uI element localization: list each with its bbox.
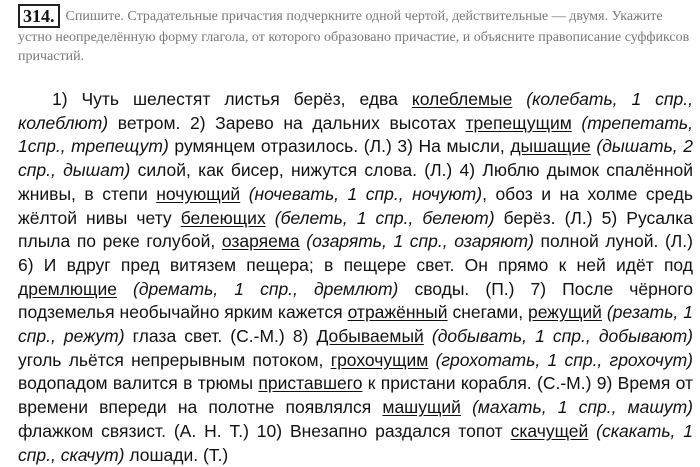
participle: скачущей bbox=[510, 420, 589, 441]
participle: режущий bbox=[528, 302, 602, 323]
exercise-instruction bbox=[18, 4, 690, 66]
exercise-number: 314. bbox=[18, 4, 60, 28]
text-run: , обоз и на холме средь жёлтой нивы чету bbox=[18, 183, 693, 228]
verb-note: (дышать, 2 спр., дышат) bbox=[18, 136, 693, 181]
verb-note: (резать, 1 спр., режут) bbox=[18, 302, 693, 347]
text-run: полной луной. (Л.) 6) И вдруг пред витязем пещера; в пещере свет. Он прямо к ней идёт под bbox=[18, 231, 693, 275]
text-run: своды. (П.) 7) После чёрного подземелья необычайно ярким кажется bbox=[18, 278, 693, 323]
participle: отражённый bbox=[347, 302, 448, 323]
verb-note: (белеть, 1 спр., белеют) bbox=[265, 207, 495, 228]
instruction-text: Спишите. Страдательные причастия подчеркните одной чертой, действительные — двумя. Укажите устно неопределённую форму глагола, от которого образовано причастие, и объясните правописание суффиксов причастий. bbox=[18, 9, 690, 64]
text-run: водопадом валится в трюмы bbox=[18, 373, 259, 394]
text-run: ветром. 2) Зарево на дальних высотах bbox=[108, 112, 466, 133]
participle: дремлющие bbox=[18, 278, 117, 299]
participle: дышащие bbox=[510, 136, 591, 157]
text-run: глаза свет. (С.-М.) 8) bbox=[124, 326, 317, 347]
verb-note: (колебать, 1 спр., колеблют) bbox=[18, 89, 693, 133]
text-run: к пристани корабля. (С.-М.) 9) Время от времени впереди на полотне появлялся bbox=[18, 373, 693, 418]
verb-note: (дремать, 1 спр., дремлют) bbox=[116, 278, 399, 299]
text-run: силой, как бисер, нижутся слова. (Л.) 4) Люблю дымок спалённой жнивы, в степи bbox=[18, 160, 693, 204]
verb-note: (озарять, 1 спр., озаряют) bbox=[299, 231, 534, 252]
participle: Добываемый bbox=[316, 326, 424, 347]
participle: трепещущим bbox=[465, 112, 572, 133]
text-run: румянцем отразилось. (Л.) 3) На мысли, bbox=[168, 136, 511, 157]
participle: озаряема bbox=[221, 231, 300, 252]
verb-note: (добывать, 1 спр., добывают) bbox=[423, 326, 693, 347]
verb-note: (ночевать, 1 спр., ночуют) bbox=[240, 183, 483, 204]
text-run: снегами, bbox=[447, 302, 529, 323]
verb-note: (скакать, 1 спр., скачут) bbox=[18, 420, 693, 465]
participle: колеблемые bbox=[411, 89, 513, 109]
text-run: уголь льётся непрерывным потоком, bbox=[18, 349, 331, 370]
participle: белеющих bbox=[180, 207, 266, 228]
participle: приставшего bbox=[258, 373, 363, 394]
text-run: берёз. (Л.) 5) Русалка плыла по реке голубой, bbox=[18, 207, 693, 252]
verb-note: (махать, 1 спр., машут) bbox=[460, 397, 693, 418]
verb-note: (грохотать, 1 спр., грохочут) bbox=[428, 349, 693, 370]
participle: ночующий bbox=[156, 183, 241, 204]
text-run: 1) Чуть шелестят листья берёз, едва bbox=[52, 89, 412, 109]
text-run: флажком связист. (А. Н. Т.) 10) Внезапно раздался топот bbox=[18, 420, 511, 441]
participle: машущий bbox=[382, 397, 461, 418]
participle: грохочущим bbox=[330, 349, 429, 370]
text-run: лошади. (Т.) bbox=[124, 444, 229, 465]
exercise-text bbox=[18, 88, 693, 467]
verb-note: (трепетать, 1спр., трепещут) bbox=[18, 112, 693, 157]
